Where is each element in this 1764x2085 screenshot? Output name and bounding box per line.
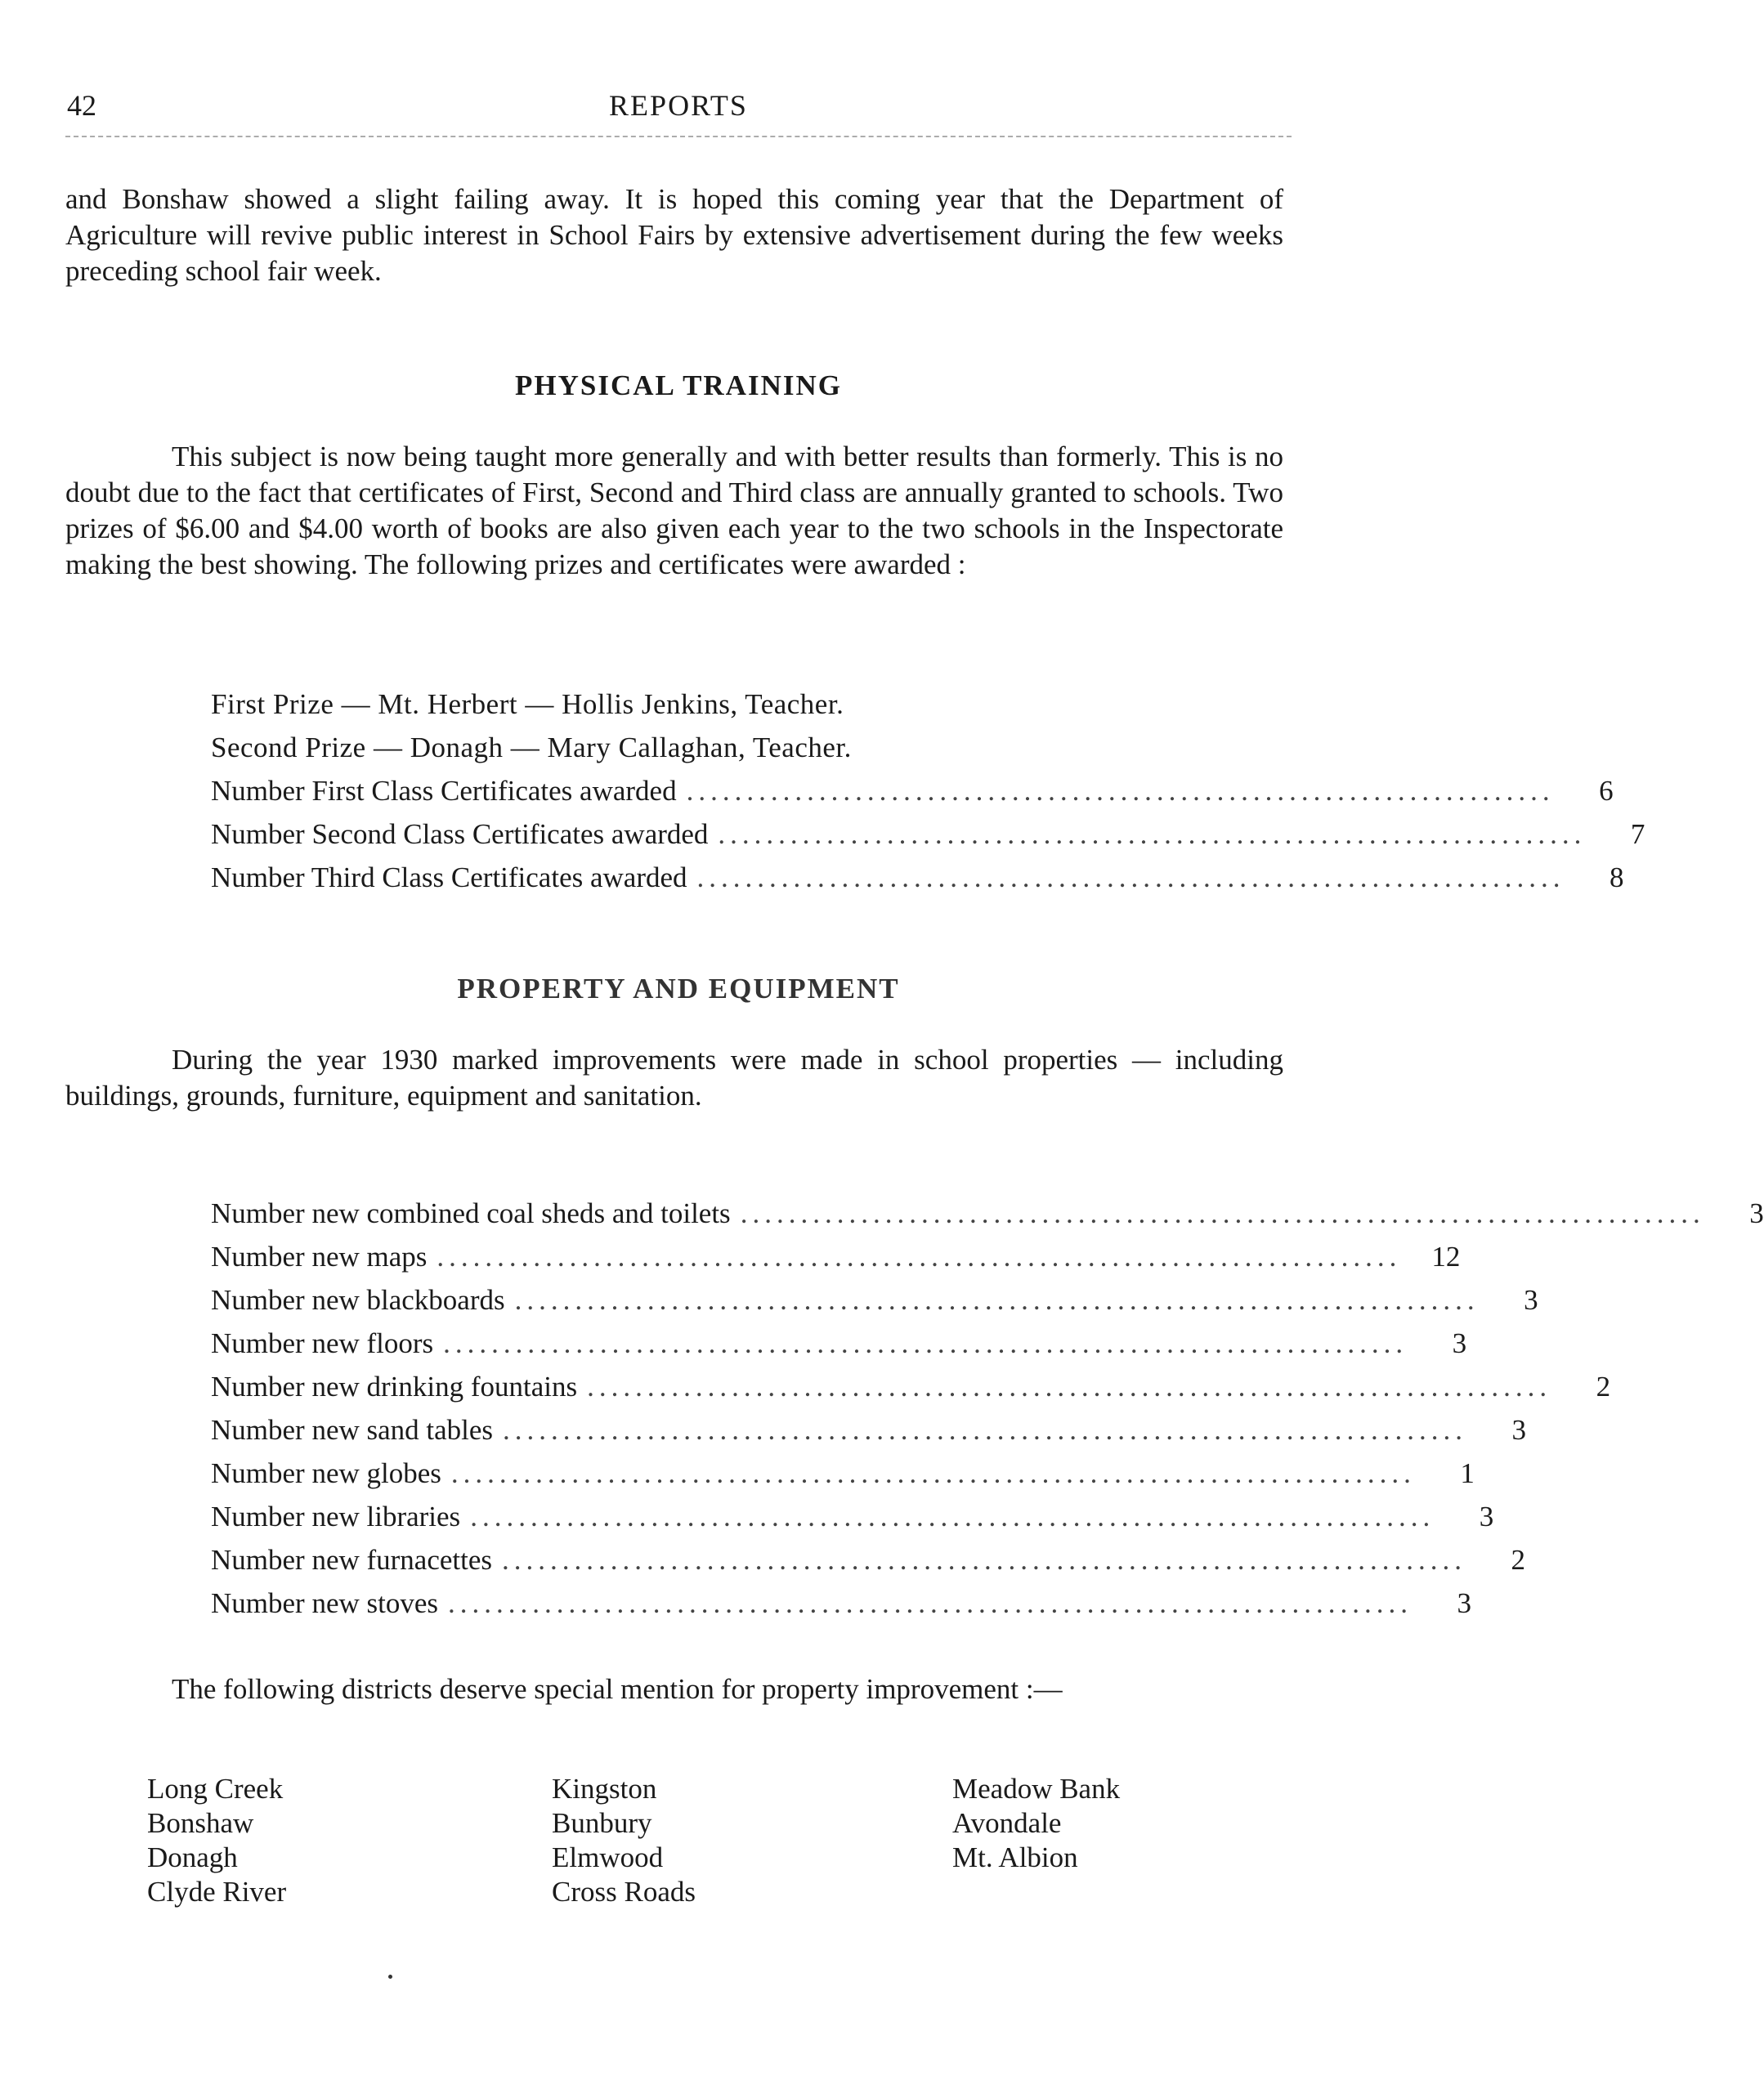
dot-leader: ................................................................................ [450,1457,1416,1489]
property-items-list [211,1197,1764,1631]
district-column [952,1772,1120,1875]
district-name: Elmwood [552,1841,664,1873]
dot-leader: ................................................................................ [470,1501,1435,1532]
certificate-row [211,861,1624,905]
header-rule [65,136,1292,137]
property-item-row [211,1544,1526,1587]
dot-leader: ................................................................................ [443,1327,1408,1359]
certificate-label: Number Third Class Certificates awarded [211,861,687,893]
physical-training-paragraph: This subject is now being taught more generally and with better results than formerly. This is no doubt due to the fact that certificates of First, Second and Third class are annually granted to schools. Two prizes of $6.00 and $4.00 worth of books are also given each year to the two schools in the Inspectorate making the best showing. The following prizes and certificates were awarded : [65,441,1283,580]
district-name: Kingston [552,1773,657,1805]
page-number: 42 [67,89,96,122]
prize-label: First Prize — Mt. Herbert — Hollis Jenkins, Teacher. [211,688,844,720]
district-name: Meadow Bank [952,1773,1121,1805]
property-item-count: 3 [1524,1284,1538,1316]
property-paragraph: During the year 1930 marked improvements were made in school properties — including buildings, grounds, furniture, equipment and sanitation. [65,1044,1283,1112]
prize-row [211,688,1200,732]
property-item-label: Number new maps [211,1241,428,1273]
property-item-count: 3 [1511,1414,1527,1446]
dot-leader: ................................................................................ [740,1197,1705,1229]
property-heading: PROPERTY AND EQUIPMENT [457,973,900,1004]
prize-row [211,732,1200,775]
dot-leader: ........................................................................ [718,818,1587,850]
page-header [65,88,1292,137]
district-name: Mt. Albion [952,1841,1078,1873]
property-item-label: Number new stoves [211,1587,439,1619]
physical-training-heading: PHYSICAL TRAINING [515,369,842,401]
property-item-label: Number new blackboards [211,1284,505,1316]
property-item-label: Number new floors [211,1327,434,1359]
property-item-count: 2 [1596,1371,1611,1403]
district-name: Bunbury [552,1807,652,1839]
districts-list [147,1772,1210,1919]
property-item-label: Number new libraries [211,1501,461,1532]
property-item-count: 3 [1479,1501,1494,1532]
property-item-row [211,1371,1611,1414]
certificate-count: 7 [1630,818,1645,850]
special-mention-paragraph: The following districts deserve special mention for property improvement :— [172,1673,1063,1705]
property-item-label: Number new globes [211,1457,441,1489]
running-head: REPORTS [609,89,748,122]
district-name: Cross Roads [552,1876,696,1908]
dot-leader: ................................................................................ [502,1544,1467,1576]
property-item-row [211,1284,1538,1327]
property-item-count: 3 [1457,1587,1472,1619]
property-item-count: 12 [1431,1241,1461,1273]
property-item-count: 1 [1460,1457,1475,1489]
dot-leader: ................................................................................ [514,1284,1480,1316]
property-item-count: 2 [1511,1544,1526,1576]
district-name: Avondale [952,1807,1062,1839]
dot-leader: ................................................................................ [437,1241,1402,1273]
dot-leader: ................................................................................ [587,1371,1552,1403]
prize-label: Second Prize — Donagh — Mary Callaghan, Teacher. [211,732,852,763]
awards-list [211,688,1645,905]
dot-leader: ........................................................................ [686,775,1555,807]
property-item-row [211,1241,1461,1284]
dot-leader: ................................................................................ [448,1587,1413,1619]
district-name: Bonshaw [147,1807,254,1839]
property-item-count: 3 [1452,1327,1467,1359]
print-speck [388,1975,392,1979]
property-item-row [211,1501,1494,1544]
property-item-row [211,1587,1472,1631]
dot-leader: ................................................................................ [503,1414,1468,1446]
dot-leader: ........................................................................ [696,861,1565,893]
property-item-label: Number new sand tables [211,1414,494,1446]
certificate-count: 6 [1599,775,1614,807]
property-item-count: 3 [1749,1197,1764,1229]
district-name: Donagh [147,1841,238,1873]
certificate-label: Number First Class Certificates awarded [211,775,677,807]
property-item-row [211,1457,1475,1501]
certificate-row [211,818,1645,861]
intro-paragraph: and Bonshaw showed a slight failing away. It is hoped this coming year that the Department of Agriculture will revive public interest in School Fairs by extensive advertisement during the few weeks preceding school fair week. [65,183,1283,287]
certificate-count: 8 [1610,861,1624,893]
district-column [552,1772,696,1909]
property-item-row [211,1197,1764,1241]
property-item-label: Number new combined coal sheds and toilets [211,1197,731,1229]
property-item-row [211,1414,1527,1457]
certificate-row [211,775,1614,818]
certificate-label: Number Second Class Certificates awarded [211,818,709,850]
district-name: Clyde River [147,1876,287,1908]
district-column [147,1772,286,1909]
property-item-label: Number new furnacettes [211,1544,493,1576]
document-page [65,0,1764,2085]
property-item-row [211,1327,1467,1371]
district-name: Long Creek [147,1773,284,1805]
property-item-label: Number new drinking fountains [211,1371,578,1403]
